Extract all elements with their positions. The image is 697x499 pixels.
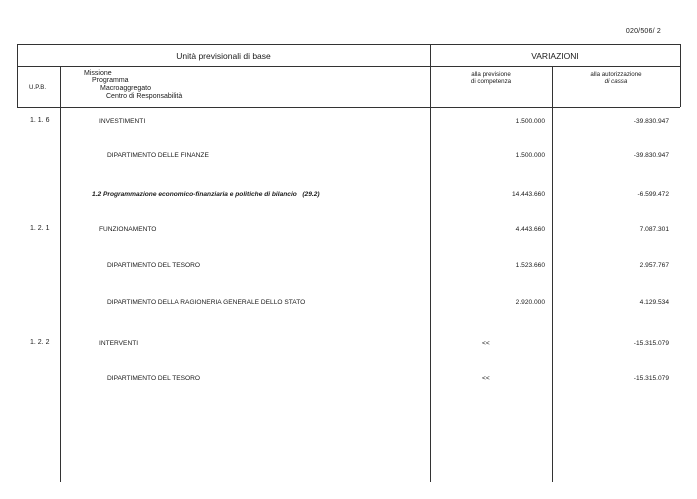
competenza-value: 14.443.660 [511, 191, 545, 198]
cassa-value: 4.129.534 [639, 299, 669, 306]
programme-description: 1.2 Programmazione economico-finanziaria e politiche di bilancio (29.2) [92, 191, 320, 198]
unita-header: Unità previsionali di base [176, 51, 271, 61]
upb-code: 1. 1. 6 [30, 117, 50, 124]
row-description: DIPARTIMENTO DELLA RAGIONERIA GENERALE DELLO STATO [107, 299, 306, 306]
amount-column-divider [552, 66, 553, 482]
programma-label: Programma [92, 77, 129, 84]
competenza-value: 2.920.000 [515, 299, 545, 306]
header-bottom-border [17, 107, 680, 108]
upb-column-divider [60, 66, 61, 482]
cassa-value: -6.599.472 [637, 191, 669, 198]
upb-code: 1. 2. 2 [30, 339, 50, 346]
table-top-border [17, 44, 680, 45]
row-description: INVESTIMENTI [99, 118, 146, 125]
right-border [680, 44, 681, 107]
competenza-value: 1.500.000 [515, 152, 545, 159]
upb-code: 1. 2. 1 [30, 225, 50, 232]
competenza-value: << [482, 340, 490, 347]
competenza-header: alla previsione di competenza [470, 71, 512, 85]
missione-label: Missione [84, 70, 112, 77]
row-description: DIPARTIMENTO DEL TESORO [107, 262, 201, 269]
desc-column-divider [430, 44, 431, 482]
page-reference: 020/506/ 2 [625, 28, 661, 35]
cassa-value: 2.957.767 [639, 262, 669, 269]
upb-header: U.P.B. [29, 84, 47, 91]
competenza-value: 1.500.000 [515, 118, 545, 125]
row-description: DIPARTIMENTO DEL TESORO [107, 375, 201, 382]
variazioni-header: VARIAZIONI [531, 51, 579, 61]
row-description: DIPARTIMENTO DELLE FINANZE [107, 152, 209, 159]
cassa-header: alla autorizzazione di cassa [590, 71, 642, 85]
row-description: FUNZIONAMENTO [99, 226, 157, 233]
row-description: INTERVENTI [99, 340, 139, 347]
cassa-value: -39.830.947 [633, 152, 669, 159]
cassa-value: -39.830.947 [633, 118, 669, 125]
cassa-value: 7.087.301 [639, 226, 669, 233]
centro-responsabilita-label: Centro di Responsabilità [106, 93, 183, 100]
macroaggregato-label: Macroaggregato [100, 85, 151, 92]
competenza-value: 1.523.660 [515, 262, 545, 269]
competenza-value: 4.443.660 [515, 226, 545, 233]
programme-code: (29.2) [302, 191, 320, 198]
header-separator [17, 66, 680, 67]
competenza-value: << [482, 375, 490, 382]
cassa-value: -15.315.079 [633, 340, 669, 347]
cassa-value: -15.315.079 [633, 375, 669, 382]
